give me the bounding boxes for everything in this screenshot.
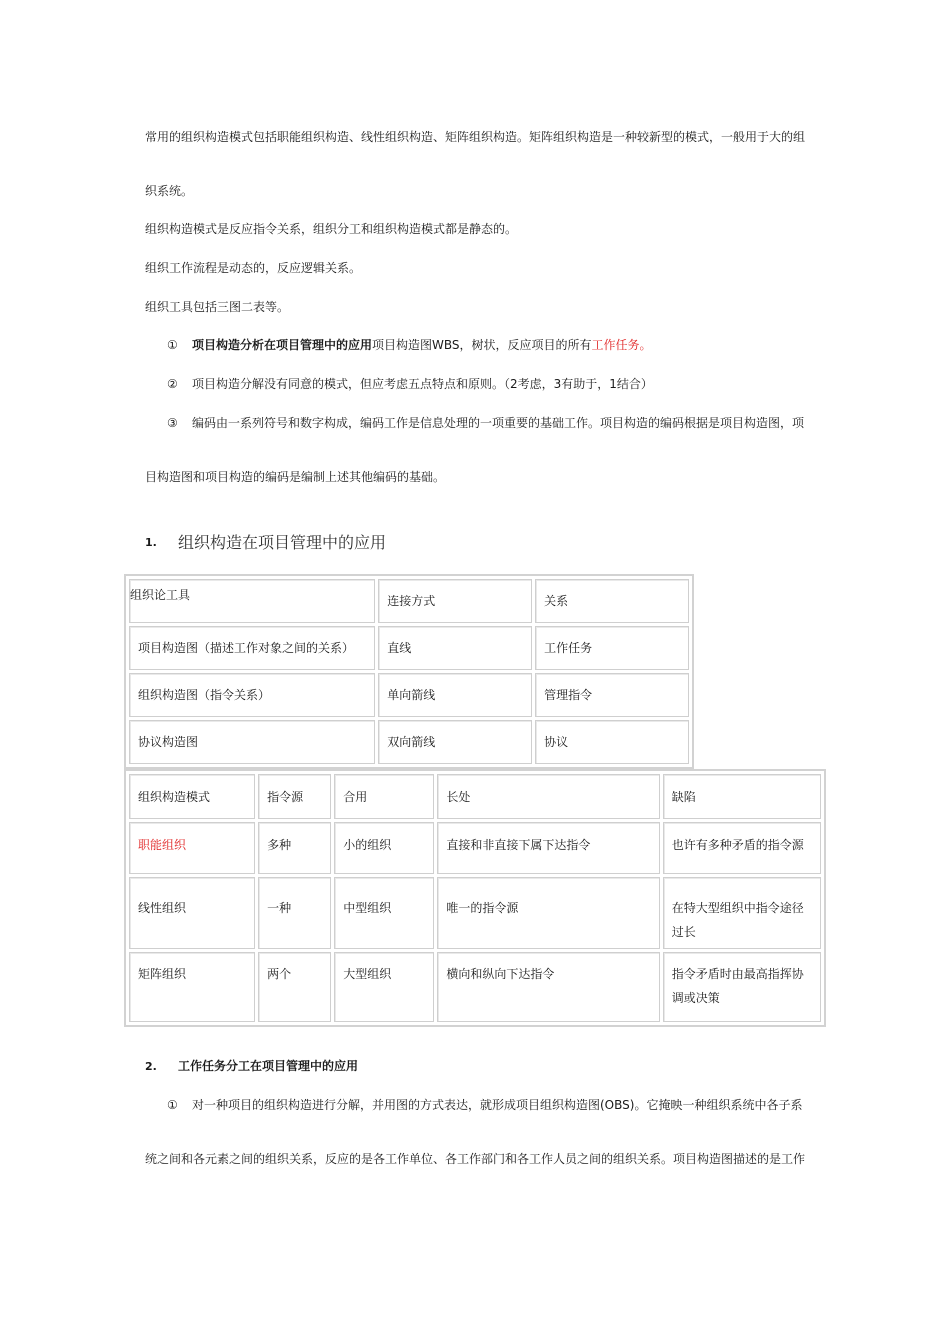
table-header-cell: 缺陷: [663, 774, 821, 819]
section-title: 工作任务分工在项目管理中的应用: [178, 1059, 359, 1073]
table-row: [129, 673, 689, 717]
paragraph-line: 对一种项目的组织构造进行分解，并用图的方式表达，就形成项目组织构造图(OBS)。它掩映一种组织系统中各子系: [192, 1098, 803, 1112]
table-cell: 在特大型组织中指令途径过长: [663, 877, 821, 949]
table-cell: 直线: [378, 626, 532, 670]
paragraph: 组织工具包括三图二表等。: [145, 300, 290, 314]
table-cell: 多种: [258, 822, 331, 874]
table-cell: 大型组织: [334, 952, 434, 1022]
table-header-cell: 长处: [437, 774, 659, 819]
table-cell: 唯一的指令源: [437, 877, 659, 949]
table-cell: 中型组织: [334, 877, 434, 949]
table-row: [129, 822, 821, 874]
org-tools-table: [124, 574, 694, 769]
table-cell: 协议: [535, 720, 689, 764]
point-marker: ③: [167, 416, 178, 430]
table-cell: 横向和纵向下达指令: [437, 952, 659, 1022]
table-header-cell: 关系: [535, 579, 689, 623]
table-cell: 线性组织: [129, 877, 255, 949]
table-cell-highlight: 职能组织: [129, 822, 255, 874]
paragraph-line: 统之间和各元素之间的组织关系，反应的是各工作单位、各工作部门和各工作人员之间的组织关系。项目构造图描述的是工作: [145, 1152, 806, 1166]
point-2: 项目构造分解没有同意的模式，但应考虑五点特点和原则。（2考虑，3有助于，1结合）: [192, 377, 653, 391]
table-cell: 工作任务: [535, 626, 689, 670]
point-3-line: 目构造图和项目构造的编码是编制上述其他编码的基础。: [145, 470, 446, 484]
table-row: [129, 877, 821, 949]
table-row: [129, 626, 689, 670]
table-cell: 指令矛盾时由最高指挥协调或决策: [663, 952, 821, 1022]
table-cell: 项目构造图（描述工作对象之间的关系）: [129, 626, 375, 670]
table-cell: 一种: [258, 877, 331, 949]
table-cell: 直接和非直接下属下达指令: [437, 822, 659, 874]
section-number: 1.: [145, 536, 157, 549]
point-3-line: 编码由一系列符号和数字构成，编码工作是信息处理的一项重要的基础工作。项目构造的编码根据是项目构造图，项: [192, 416, 805, 430]
table-header-row: [129, 774, 821, 819]
table-row: [129, 720, 689, 764]
table-header-cell: 连接方式: [378, 579, 532, 623]
table-header-cell: 组织构造模式: [129, 774, 255, 819]
table-cell: 矩阵组织: [129, 952, 255, 1022]
paragraph: 组织构造模式是反应指令关系，组织分工和组织构造模式都是静态的。: [145, 222, 518, 236]
table-header-cell: 指令源: [258, 774, 331, 819]
point-1-highlight: 工作任务。: [591, 338, 652, 352]
paragraph: 组织工作流程是动态的，反应逻辑关系。: [145, 261, 362, 275]
table-cell: 小的组织: [334, 822, 434, 874]
table-cell: 也许有多种矛盾的指令源: [663, 822, 821, 874]
point-marker: ②: [167, 377, 178, 391]
table-cell: 单向箭线: [378, 673, 532, 717]
point-marker: ①: [167, 1098, 178, 1112]
table-row: [129, 952, 821, 1022]
paragraph-line: 常用的组织构造模式包括职能组织构造、线性组织构造、矩阵组织构造。矩阵组织构造是一种较新型的模式，一般用于大的组: [145, 130, 806, 144]
table-header-row: [129, 579, 689, 623]
table-header-cell: 合用: [334, 774, 434, 819]
point-marker: ①: [167, 338, 178, 352]
table-header-cell: 组织论工具: [129, 579, 375, 623]
table-cell: 组织构造图（指令关系）: [129, 673, 375, 717]
point-1: [192, 338, 652, 352]
point-1-text: 项目构造图WBS，树状，反应项目的所有: [372, 338, 592, 352]
table-cell: 管理指令: [535, 673, 689, 717]
table-cell: 双向箭线: [378, 720, 532, 764]
org-modes-table: [124, 769, 826, 1027]
table-cell: 两个: [258, 952, 331, 1022]
paragraph-line: 织系统。: [145, 184, 194, 198]
table-cell: 协议构造图: [129, 720, 375, 764]
point-1-bold: 项目构造分析在项目管理中的应用: [192, 338, 373, 352]
section-number: 2.: [145, 1060, 157, 1073]
section-title: 组织构造在项目管理中的应用: [178, 533, 387, 552]
